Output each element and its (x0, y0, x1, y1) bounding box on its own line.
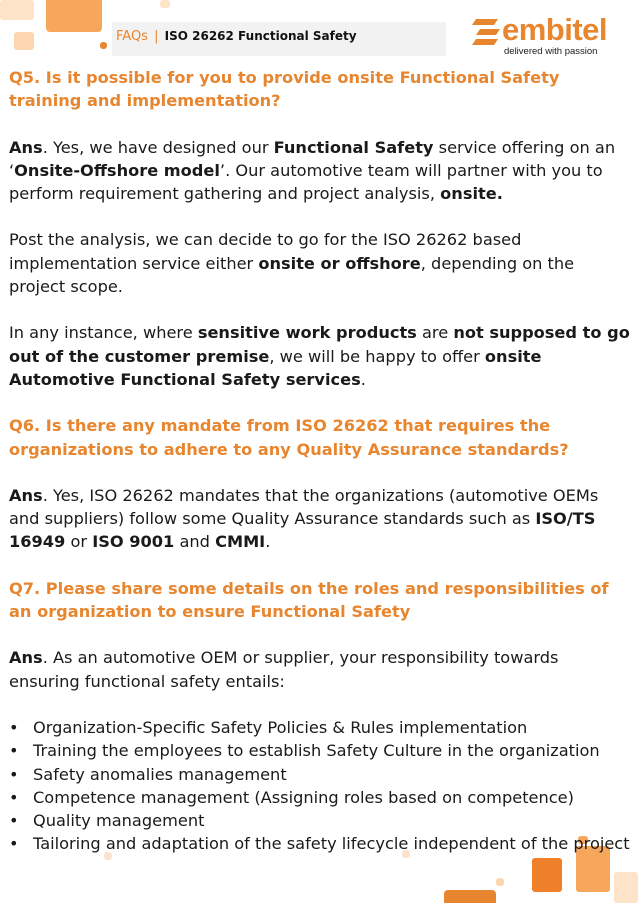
logo-wordmark: embitel (502, 12, 608, 47)
answer-q7: Ans. As an automotive OEM or supplier, your responsibility towards ensuring functional safety entails: (9, 648, 559, 691)
faq-label: FAQs (116, 29, 148, 44)
list-item: • Tailoring and adaptation of the safety lifecycle independent of the project (9, 832, 633, 855)
decor-square (532, 858, 562, 892)
decor-square (496, 878, 504, 886)
faq-content (9, 66, 633, 856)
decor-square (614, 872, 638, 903)
header-subtitle: ISO 26262 Functional Safety (164, 29, 357, 43)
page-header (0, 0, 638, 64)
logo-tagline: delivered with passion (504, 46, 598, 57)
decor-square (444, 890, 496, 903)
list-item: • Competence management (Assigning roles based on competence) (9, 786, 633, 809)
list-item: • Quality management (9, 809, 633, 832)
question-q7: Q7. Please share some details on the roles and responsibilities of an organization to ensure Functional Safety (9, 578, 609, 622)
embitel-logo (470, 14, 630, 60)
list-item: • Safety anomalies management (9, 763, 633, 786)
logo-mark-icon (472, 16, 502, 50)
responsibility-list (9, 716, 633, 856)
answer-q5-p3: In any instance, where sensitive work products are not supposed to go out of the customer premise, we will be happy to offer onsite Automotive Functional Safety services. (9, 323, 630, 389)
question-q5: Q5. Is it possible for you to provide onsite Functional Safety training and implementation? (9, 68, 560, 111)
answer-q5-p1: Ans. Yes, we have designed our Functional Safety service offering on an ‘Onsite-Offshore model’. Our automotive team will partner with you to perform requirement gathering and project analysis, onsite. (9, 137, 616, 204)
title-separator: | (154, 29, 159, 44)
answer-q5-p2: Post the analysis, we can decide to go for the ISO 26262 based implementation service either onsite or offshore, depending on the project scope. (9, 230, 575, 297)
header-title (116, 29, 357, 44)
question-q6: Q6. Is there any mandate from ISO 26262 that requires the organizations to adhere to any Quality Assurance standards? (9, 416, 569, 459)
list-item: • Training the employees to establish Safety Culture in the organization (9, 739, 633, 762)
list-item: • Organization-Specific Safety Policies & Rules implementation (9, 716, 633, 739)
answer-q6: Ans. Yes, ISO 26262 mandates that the organizations (automotive OEMs and suppliers) follow some Quality Assurance standards such as ISO/TS 16949 or ISO 9001 and CMMI. (9, 485, 599, 552)
